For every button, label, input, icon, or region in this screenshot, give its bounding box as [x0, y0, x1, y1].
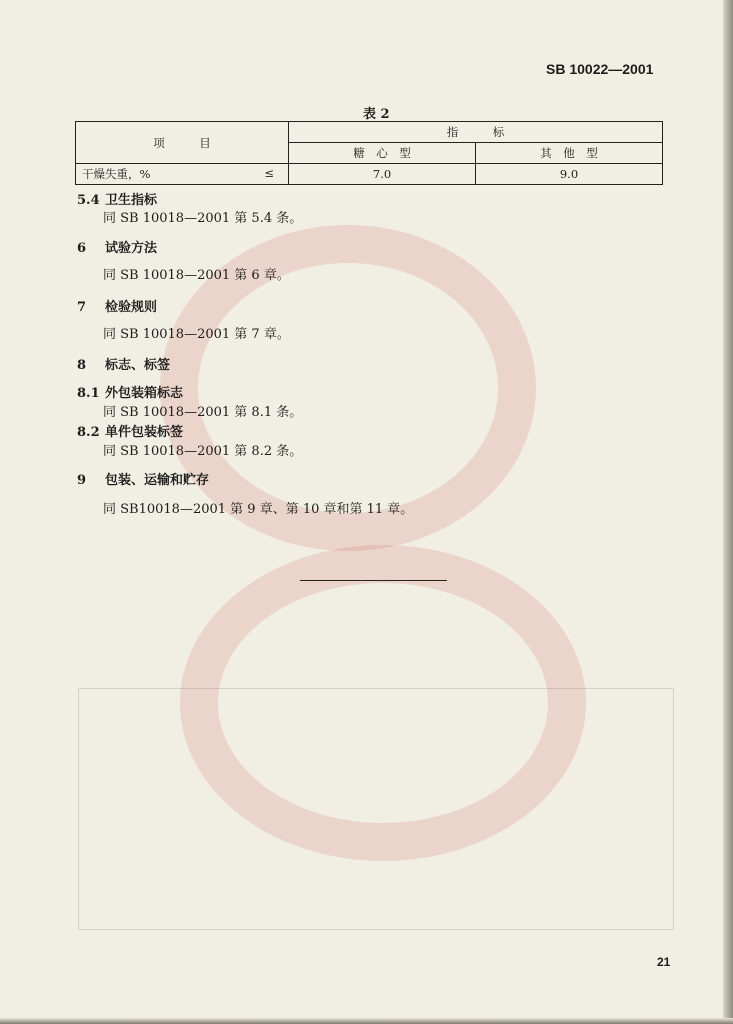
section-title: 外包装箱标志	[105, 386, 184, 401]
row-label-cell	[76, 164, 289, 185]
value-sugar-core: 7.0	[289, 164, 476, 185]
header-index: 指 标	[289, 122, 663, 143]
section-title: 标志、标签	[105, 358, 171, 373]
page-edge-shadow	[0, 1018, 733, 1024]
value-other: 9.0	[476, 164, 663, 185]
row-label: 干燥失重，%	[82, 167, 151, 181]
section-number: 6	[77, 241, 87, 256]
section-number: 8.1	[77, 386, 100, 401]
section-body: 同 SB 10018—2001 第 8.1 条。	[103, 405, 303, 420]
header-other-type: 其 他 型	[476, 143, 663, 164]
section-heading	[77, 296, 157, 315]
header-sugar-core-type: 糖 心 型	[289, 143, 476, 164]
section-body: 同 SB 10018—2001 第 7 章。	[103, 327, 290, 342]
le-symbol: ≤	[264, 166, 274, 180]
section-body: 同 SB10018—2001 第 9 章、第 10 章和第 11 章。	[103, 502, 414, 517]
section-title: 检验规则	[105, 300, 158, 315]
spec-table	[75, 121, 663, 185]
section-heading	[77, 189, 157, 208]
section-number: 7	[77, 300, 87, 315]
standard-code: SB 10022—2001	[546, 61, 654, 77]
bleed-through-table	[78, 688, 674, 930]
section-title: 试验方法	[105, 241, 158, 256]
section-body: 同 SB 10018—2001 第 8.2 条。	[103, 444, 303, 459]
section-title: 单件包装标签	[105, 425, 184, 440]
end-rule	[300, 580, 447, 581]
section-number: 8.2	[77, 425, 100, 440]
section-body: 同 SB 10018—2001 第 6 章。	[103, 268, 290, 283]
section-heading	[77, 354, 170, 373]
header-item: 项 目	[76, 122, 289, 164]
section-heading	[77, 237, 157, 256]
section-number: 8	[77, 358, 87, 373]
section-heading	[77, 469, 209, 488]
section-body: 同 SB 10018—2001 第 5.4 条。	[103, 211, 303, 226]
page-number: 21	[657, 955, 671, 969]
section-title: 卫生指标	[105, 193, 158, 208]
section-number: 9	[77, 473, 87, 488]
section-heading	[77, 382, 183, 401]
page-edge-shadow	[723, 0, 733, 1024]
section-title: 包装、运输和贮存	[105, 473, 210, 488]
section-heading	[77, 421, 183, 440]
section-number: 5.4	[77, 193, 100, 208]
table-title: 表 2	[363, 107, 390, 122]
